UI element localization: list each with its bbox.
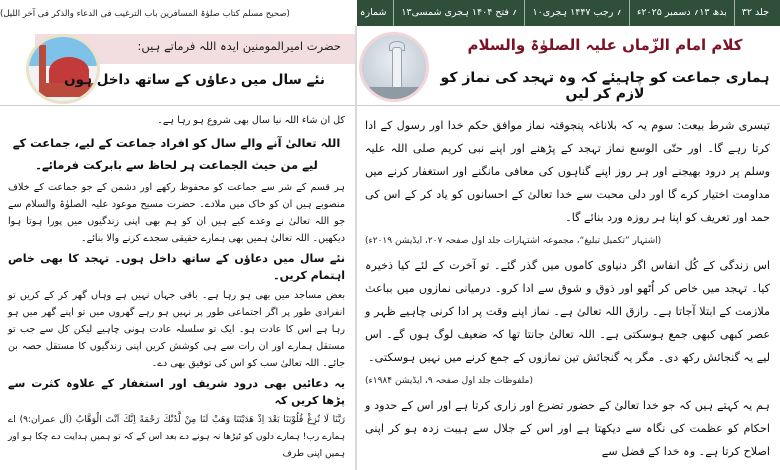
issue-number: شمارہ ۳۱۴	[341, 7, 387, 18]
paragraph: تیسری شرط بیعت: سوم یہ کہ بلاناغہ پنجوقتہ نماز موافق حکم خدا اور رسول کے ادا کرتا رہے گا۔ اور حتّی الوسع نماز تہجد کے پڑھنے اور اپنے نبی کریم صلی اللہ علیہ وسلم پر درود بھیجنے اور ہر روز اپنے گناہوں کی معافی مانگنے اور استغفار کرنے میں مداومت اختیار کرے گا اور دلی محبت سے خدا تعالیٰ کے احسانوں کو یاد کر کے اس کی حمد اور تعریف کو اپنا ہر روزہ ورد بنائے گا۔	[365, 119, 770, 224]
date-shamsi: ۱۳؍ فتح ۱۴۰۴ ہجری شمسی	[393, 0, 524, 26]
right-header	[357, 26, 780, 106]
minaret-image	[359, 32, 429, 102]
left-title: نئے سال میں دعاؤں کے ساتھ داخل ہوں	[64, 72, 325, 88]
reference: (ملفوظات جلد اول صفحہ ۹، ایڈیشن ۱۹۸۴ء)	[365, 376, 533, 386]
right-body	[357, 106, 780, 463]
paragraph: اس زندگی کے کُل انفاس اگر دنیاوی کاموں میں گذر گئے۔ تو آخرت کے لئے کیا ذخیرہ کیا۔ تہجد میں خاص کر اُٹھو اور ذوق و شوق سے ادا کرو۔ درمیانی نمازوں میں بباعث ملازمت کے ابتلا آجاتا ہے۔ رازق اللہ تعالیٰ ہے۔ نماز اپنے وقت پر ادا کرنی چاہیے ظہر و عصر کبھی کبھی جمع ہوسکتی ہے۔ اللہ تعالیٰ جانتا تھا کہ ضعیف لوگ ہوں گے۔ اس لیے یہ گنجائش رکھ دی۔ مگر یہ گنجائش تین نمازوں کے جمع کرنے میں نہیں ہوسکتی۔	[365, 259, 770, 364]
right-subtitle: ہماری جماعت کو چاہیئے کہ وہ تہجد کی نماز کو لازم کر لیں	[440, 70, 770, 102]
bold-line: نئے سال میں دعاؤں کے ساتھ داخل ہوں۔ تہجد کا بھی خاص اہتمام کریں۔	[8, 252, 345, 282]
prayer-text: اللہ تعالیٰ آنے والے سال کو افراد جماعت کے لیے، جماعت کے لیے من حیث الجماعت ہر لحاظ سے بابرکت فرمائے۔	[12, 136, 341, 172]
ground-shape	[362, 87, 426, 99]
right-title: کلام امام الزّماں علیہ الصلوٰۃ والسلام	[467, 36, 743, 54]
paragraph: ہر قسم کے شر سے جماعت کو محفوظ رکھے اور دشمن کے جو جماعت کے خلاف منصوبے ہیں ان کو خاک میں ملادے۔ حضرت مسیح موعود علیہ الصلوٰۃ والسلام سے جو اللہ تعالیٰ نے وعدے کیے ہیں ان کو ہم بھی اپنی زندگیوں میں پورا ہوتا ہوا دیکھیں۔ اللہ تعالیٰ ہمیں بھی ہمارے حقیقی سجدے کرنے والا بنائے۔	[8, 182, 345, 244]
left-heading: حضرت امیرالمومنین ایدہ اللہ فرماتے ہیں:	[137, 39, 341, 53]
top-reference: (صحیح مسلم کتاب صلوٰۃ المسافرین باب الترغیب فی الدعاء والذکر فی آخر اللیل)	[0, 8, 290, 19]
paragraph: بعض مساجد میں بھی ہو رہا ہے۔ باقی جہاں نہیں ہے وہاں گھر کر کے کریں تو انفرادی طور پر اگر اجتماعی طور پر نہیں ہو رہے گھروں میں تو اپنے گھر میں ہو رہا ہے اس کا عادت ہو۔ ایک تو سلسلہ عادت ہونی چاہیے لیکن کل سے جب تو مستقل ہمارے اور ان رات سے ہی کوشش کریں اپنی زندگیوں کا مستقل حصہ بن جائے۔ اللہ تعالیٰ سب کو اس کی توفیق بھی دے۔	[8, 290, 345, 369]
reference: (اشتہار ”تکمیل تبلیغ“، مجموعہ اشتہارات جلد اول صفحہ ۲۰۷، ایڈیشن ۲۰۱۹ء)	[365, 236, 662, 246]
paragraph: ہم یہ کہتے ہیں کہ جو خدا تعالیٰ کے حضور تضرع اور زاری کرتا ہے اور اس کے حدود و احکام کو عظمت کی نگاہ سے دیکھتا ہے اور اس کے جلال سے ہیبت زدہ ہو کر اپنی اصلاح کرتا ہے۔ وہ خدا کے فضل سے	[365, 399, 770, 458]
arabic-prayer: رَبَّنَا لَا تُزِغْ قُلُوْبَنَا بَعْدَ اِذْ هَدَيْتَنَا وَهَبْ لَنَا مِنْ لَّدُنْكَ رَحْمَةً اِنَّكَ اَنْتَ الْوَهَّابُ (آل عمران:۹) اے ہمارے رب! ہمارے دلوں کو ٹیڑھا نہ ہونے دے بعد اس کے کہ تو ہمیں ہدایت دے چکا ہو اور ہمیں اپنی طرف	[8, 415, 345, 459]
top-info-bar	[341, 0, 780, 26]
date-hijri: ۱۰؍ رجب ۱۴۴۷ ہجری	[524, 0, 628, 26]
bold-line: یہ دعائیں بھی درود شریف اور استغفار کے علاوہ کثرت سے پڑھا کریں کہ	[8, 377, 345, 407]
mosque-image	[26, 34, 100, 104]
intro-text: کل ان شاء اللہ نیا سال بھی شروع ہو رہا ہے۔	[157, 115, 345, 126]
date-gregorian: بدھ ۱۳؍ دسمبر ۲۰۲۵ء	[629, 0, 734, 26]
right-column	[357, 26, 780, 470]
left-column	[0, 26, 355, 470]
left-header	[0, 26, 355, 106]
volume-label: جلد ۳۲	[734, 0, 776, 26]
tower-shape	[39, 45, 46, 85]
left-body	[0, 106, 355, 463]
